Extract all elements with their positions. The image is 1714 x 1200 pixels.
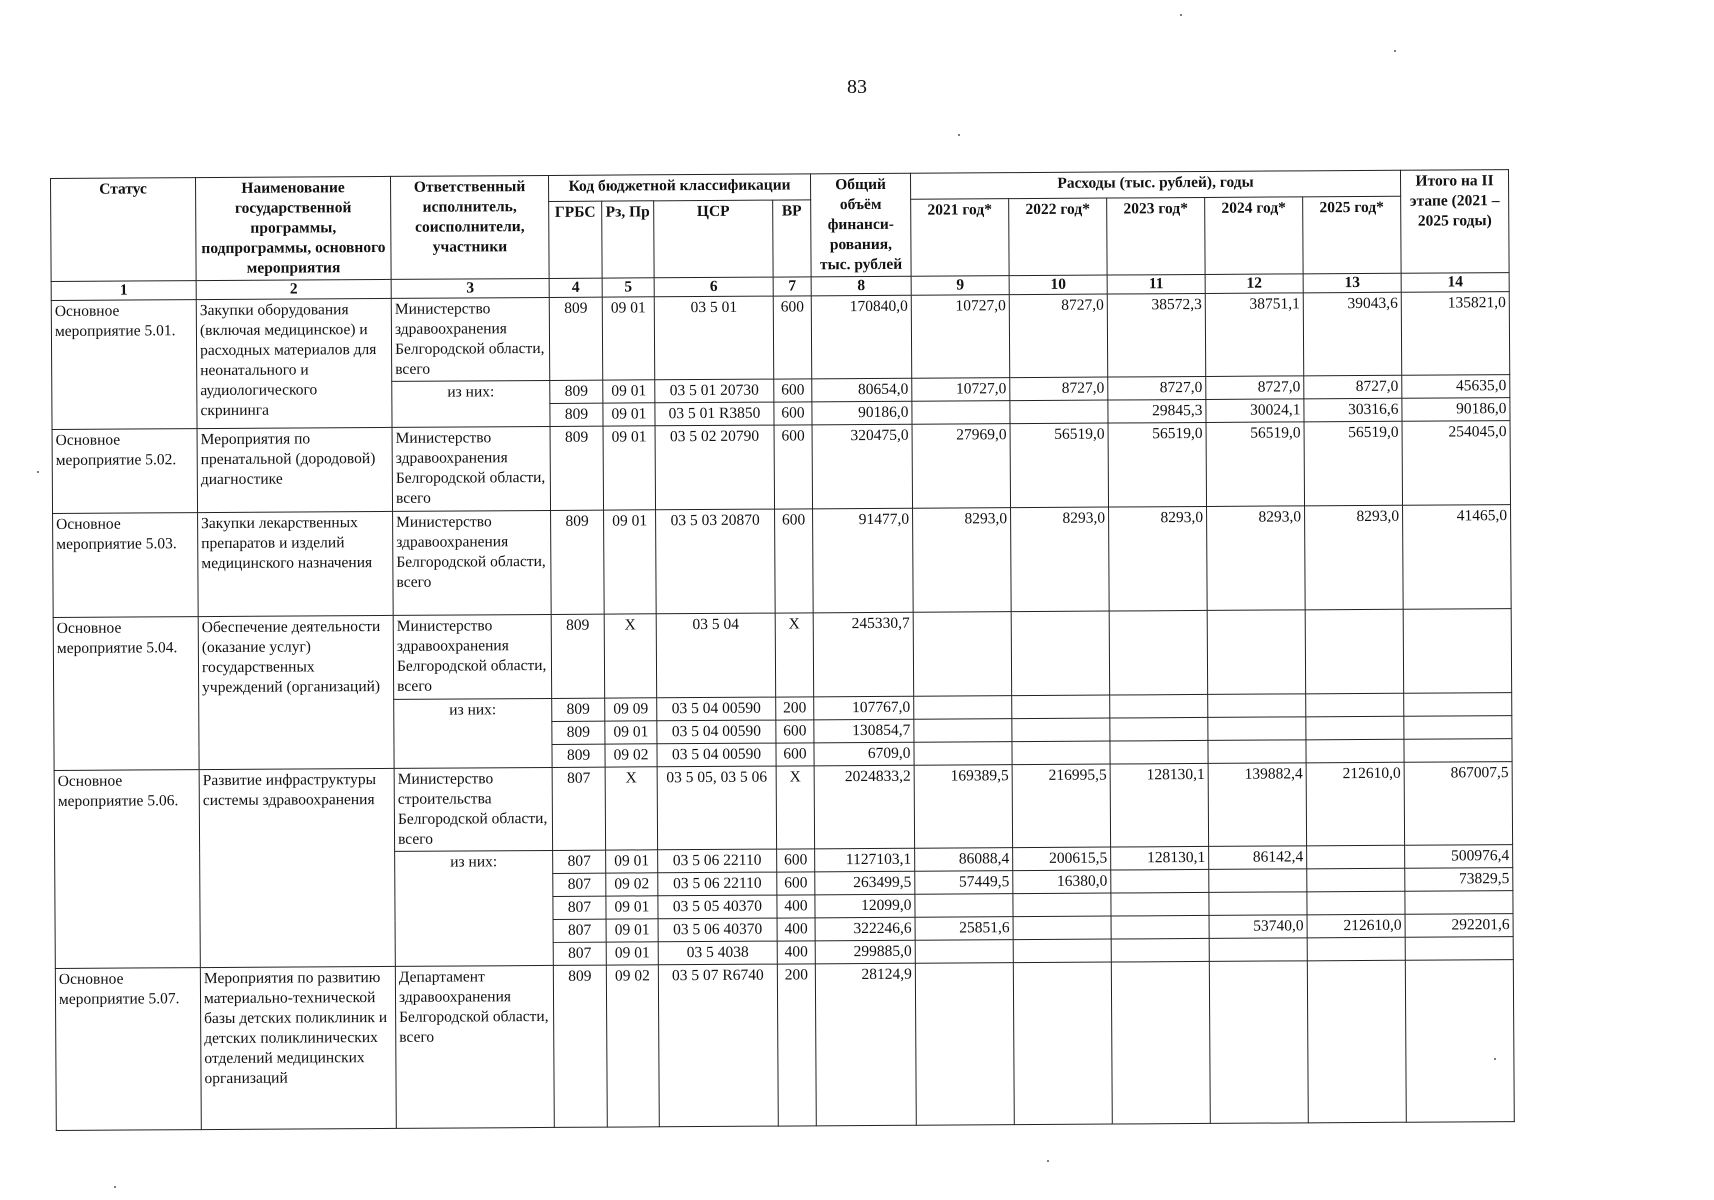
rz-pr-cell: 09 01 — [603, 403, 655, 426]
grbs-cell: 809 — [551, 614, 605, 698]
year-cell: 200615,5 — [1013, 847, 1111, 871]
year-cell: 57449,5 — [915, 871, 1013, 895]
vr-cell: 400 — [777, 941, 815, 964]
year-cell: 8293,0 — [1305, 505, 1404, 610]
itogo-cell: 135821,0 — [1401, 292, 1510, 376]
year-cell: 8727,0 — [1010, 377, 1108, 401]
header-name: Наименование государственной программы, подпрограммы, основного мероприятия — [196, 176, 392, 280]
itogo-cell — [1404, 739, 1512, 763]
itogo-cell: 45635,0 — [1402, 375, 1510, 399]
header-year-2023: 2023 год* — [1107, 197, 1205, 275]
grbs-cell: 807 — [552, 767, 606, 850]
year-cell — [1111, 961, 1210, 1124]
year-cell — [1012, 695, 1110, 719]
year-cell — [1013, 962, 1112, 1125]
year-cell: 8293,0 — [1207, 506, 1306, 611]
name-cell: Мероприятия по пренатальной (дородовой) диагностике — [197, 427, 393, 512]
vr-cell: 200 — [776, 697, 814, 720]
year-cell — [1307, 845, 1405, 869]
vr-cell: 600 — [776, 743, 814, 766]
itogo-cell: 90186,0 — [1402, 398, 1510, 422]
scan-speck — [1394, 50, 1396, 52]
year-cell — [914, 742, 1012, 766]
itogo-cell — [1404, 716, 1512, 740]
year-cell — [1209, 961, 1308, 1124]
year-cell: 53740,0 — [1209, 915, 1307, 939]
header-expenses: Расходы (тыс. рублей), годы — [910, 170, 1400, 199]
itogo-cell: 73829,5 — [1405, 868, 1513, 892]
year-cell: 56519,0 — [1304, 421, 1403, 506]
year-cell: 139882,4 — [1208, 763, 1307, 847]
year-cell — [912, 401, 1010, 425]
header-status: Статус — [51, 178, 197, 282]
year-cell — [1011, 611, 1110, 696]
csr-cell: 03 5 06 22110 — [658, 849, 777, 873]
year-cell: 8293,0 — [913, 508, 1012, 613]
year-cell: 29845,3 — [1108, 399, 1206, 423]
csr-cell: 03 5 04 00590 — [657, 720, 776, 744]
grbs-cell: 807 — [553, 919, 606, 942]
total-cell: 2024833,2 — [814, 765, 915, 849]
year-cell: 86142,4 — [1209, 846, 1307, 870]
executor-cell: Министерство строительства Белгородской области, всего — [394, 767, 553, 851]
itogo-cell — [1404, 693, 1512, 717]
year-cell: 39043,6 — [1303, 292, 1402, 376]
header-csr: ЦСР — [654, 200, 773, 278]
year-cell: 216995,5 — [1012, 764, 1111, 848]
total-cell: 320475,0 — [812, 424, 913, 509]
rz-pr-cell: 09 01 — [603, 426, 656, 510]
year-cell: 38751,1 — [1205, 293, 1304, 377]
year-cell: 16380,0 — [1013, 870, 1111, 894]
year-cell — [1109, 610, 1208, 695]
csr-cell: 03 5 06 40370 — [658, 918, 777, 942]
year-cell: 212610,0 — [1306, 762, 1405, 846]
year-cell — [1010, 400, 1108, 424]
year-cell: 8727,0 — [1009, 294, 1108, 378]
year-cell — [1111, 892, 1209, 916]
total-cell: 107767,0 — [814, 696, 914, 720]
csr-cell: 03 5 02 20790 — [655, 425, 775, 510]
header-total: Общий объём финанси-рования, тыс. рублей — [810, 173, 911, 277]
rz-pr-cell: 09 02 — [605, 744, 657, 767]
column-index: 13 — [1303, 273, 1401, 293]
year-cell — [913, 612, 1012, 697]
year-cell — [1013, 916, 1111, 940]
column-index: 5 — [602, 278, 654, 297]
grbs-cell: 809 — [552, 698, 605, 721]
table-row — [53, 609, 1511, 702]
scan-speck — [114, 1186, 116, 1188]
year-cell: 212610,0 — [1307, 914, 1405, 938]
vr-cell: 600 — [777, 872, 815, 895]
year-cell — [1306, 693, 1404, 717]
total-cell: 28124,9 — [815, 963, 916, 1126]
csr-cell: 03 5 01 R3850 — [655, 402, 774, 426]
total-cell: 322246,6 — [815, 917, 915, 941]
vr-cell: 600 — [774, 425, 813, 509]
year-cell — [915, 963, 1014, 1126]
column-index: 7 — [773, 277, 811, 296]
itogo-cell: 500976,4 — [1405, 845, 1513, 869]
column-index: 8 — [811, 276, 911, 296]
status-cell: Основное мероприятие 5.06. — [54, 770, 200, 969]
year-cell — [1207, 610, 1306, 695]
vr-cell: 600 — [774, 402, 812, 425]
year-cell — [1307, 937, 1405, 961]
year-cell: 56519,0 — [1206, 422, 1305, 507]
csr-cell: 03 5 04 00590 — [657, 697, 776, 721]
year-cell — [1110, 740, 1208, 764]
year-cell — [1013, 939, 1111, 963]
status-cell: Основное мероприятие 5.01. — [51, 300, 197, 430]
executor-cell: Министерство здравоохранения Белгородской области, всего — [392, 426, 551, 511]
scan-speck — [37, 471, 39, 473]
csr-cell: 03 5 06 22110 — [658, 872, 777, 896]
name-cell: Развитие инфраструктуры системы здравоохранения — [199, 768, 395, 967]
year-cell — [1209, 892, 1307, 916]
itogo-cell: 292201,6 — [1405, 914, 1513, 938]
page-number: 83 — [847, 76, 867, 98]
year-cell — [1306, 739, 1404, 763]
total-cell: 91477,0 — [813, 508, 914, 613]
year-cell: 8727,0 — [1304, 375, 1402, 399]
year-cell: 128130,1 — [1110, 763, 1209, 847]
vr-cell: 600 — [777, 849, 815, 872]
year-cell — [1110, 694, 1208, 718]
rz-pr-cell: 09 01 — [602, 297, 655, 380]
year-cell: 27969,0 — [912, 424, 1011, 509]
year-cell: 128130,1 — [1111, 846, 1209, 870]
year-cell — [1306, 716, 1404, 740]
header-year-2025: 2025 год* — [1303, 196, 1401, 274]
year-cell — [1307, 868, 1405, 892]
status-cell: Основное мероприятие 5.03. — [53, 513, 199, 618]
year-cell — [914, 696, 1012, 720]
total-cell: 130854,7 — [814, 719, 914, 743]
grbs-cell: 809 — [553, 965, 607, 1127]
vr-cell: 600 — [776, 720, 814, 743]
name-cell: Закупки лекарственных препаратов и изделий медицинского назначения — [198, 511, 394, 616]
table-row — [53, 505, 1512, 618]
year-cell: 38572,3 — [1107, 293, 1206, 377]
total-cell: 1127103,1 — [815, 848, 915, 872]
column-index: 1 — [51, 281, 196, 301]
scan-speck — [1180, 14, 1182, 16]
header-rz-pr: Рз, Пр — [602, 201, 654, 278]
itogo-cell: 254045,0 — [1402, 421, 1511, 506]
year-cell — [1013, 893, 1111, 917]
status-cell: Основное мероприятие 5.02. — [52, 429, 198, 514]
vr-cell: 600 — [774, 379, 812, 402]
year-cell — [914, 719, 1012, 743]
rz-pr-cell: 09 09 — [605, 698, 657, 721]
year-cell — [1209, 869, 1307, 893]
year-cell — [1307, 960, 1406, 1123]
year-cell — [1111, 938, 1209, 962]
rz-pr-cell: 09 01 — [606, 942, 658, 965]
table-row — [55, 960, 1514, 1131]
header-year-2024: 2024 год* — [1205, 197, 1303, 275]
year-cell: 30024,1 — [1206, 399, 1304, 423]
csr-cell: 03 5 01 20730 — [655, 379, 774, 403]
rz-pr-cell: 09 01 — [606, 896, 658, 919]
name-cell: Обеспечение деятельности (оказание услуг) государственных учреждений (организаций) — [198, 615, 394, 769]
total-cell: 12099,0 — [815, 894, 915, 918]
executor-cell: Министерство здравоохранения Белгородской области, всего — [393, 510, 552, 615]
itogo-cell — [1405, 937, 1513, 961]
csr-cell: 03 5 05, 03 5 06 — [657, 766, 777, 850]
column-index: 3 — [391, 278, 549, 298]
vr-cell: X — [775, 613, 814, 697]
column-index: 10 — [1009, 275, 1107, 295]
header-vr: ВР — [773, 200, 811, 277]
year-cell: 10727,0 — [911, 295, 1010, 379]
year-cell — [1209, 938, 1307, 962]
total-cell: 170840,0 — [811, 295, 912, 379]
year-cell: 30316,6 — [1304, 398, 1402, 422]
grbs-cell: 809 — [552, 721, 605, 744]
grbs-cell: 809 — [551, 510, 605, 614]
year-cell: 8293,0 — [1011, 507, 1110, 612]
budget-table — [50, 169, 1515, 1131]
vr-cell: X — [776, 766, 815, 849]
name-cell: Закупки оборудования (включая медицинское) и расходных материалов для неонатального и аудиологического скрининга — [196, 298, 392, 428]
column-index: 6 — [654, 277, 773, 297]
total-cell: 80654,0 — [812, 378, 912, 402]
status-cell: Основное мероприятие 5.04. — [53, 617, 199, 771]
name-cell: Мероприятия по развитию материально-технической базы детских поликлиник и детских поликлинических отделений медицинских организаций — [200, 966, 396, 1129]
header-budget-code: Код бюджетной классификации — [548, 174, 810, 202]
total-cell: 90186,0 — [812, 401, 912, 425]
itogo-cell — [1405, 960, 1514, 1123]
scan-speck — [1047, 1160, 1049, 1162]
executor-cell: Министерство здравоохранения Белгородской области, всего — [391, 297, 550, 381]
executor-cell: Министерство здравоохранения Белгородской области, всего — [393, 614, 552, 699]
grbs-cell: 807 — [553, 942, 606, 965]
rz-pr-cell: 09 02 — [606, 965, 659, 1127]
grbs-cell: 807 — [553, 896, 606, 919]
year-cell: 10727,0 — [912, 378, 1010, 402]
sub-label-cell: из них: — [395, 850, 554, 966]
year-cell — [1305, 609, 1404, 694]
year-cell — [1208, 694, 1306, 718]
year-cell: 56519,0 — [1108, 422, 1207, 507]
grbs-cell: 809 — [550, 426, 604, 510]
vr-cell: 400 — [777, 895, 815, 918]
itogo-cell — [1405, 891, 1513, 915]
rz-pr-cell: X — [604, 614, 657, 698]
vr-cell: 200 — [777, 964, 816, 1126]
year-cell — [915, 894, 1013, 918]
csr-cell: 03 5 05 40370 — [658, 895, 777, 919]
year-cell: 86088,4 — [915, 848, 1013, 872]
vr-cell: 600 — [773, 296, 812, 379]
header-executor: Ответственный исполнитель, соисполнители, участники — [390, 175, 549, 279]
status-cell: Основное мероприятие 5.07. — [55, 968, 201, 1131]
year-cell — [1307, 891, 1405, 915]
column-index: 12 — [1205, 274, 1303, 294]
csr-cell: 03 5 01 — [654, 296, 774, 380]
itogo-cell — [1403, 609, 1512, 694]
header-year-2022: 2022 год* — [1009, 198, 1107, 276]
year-cell: 25851,6 — [915, 917, 1013, 941]
rz-pr-cell: 09 01 — [603, 380, 655, 403]
year-cell: 8727,0 — [1206, 376, 1304, 400]
year-cell — [1208, 717, 1306, 741]
year-cell: 8727,0 — [1108, 376, 1206, 400]
rz-pr-cell: 09 01 — [605, 721, 657, 744]
total-cell: 245330,7 — [813, 612, 914, 697]
year-cell — [1208, 740, 1306, 764]
year-cell: 169389,5 — [914, 765, 1013, 849]
csr-cell: 03 5 04 00590 — [657, 743, 776, 767]
rz-pr-cell: X — [605, 767, 658, 850]
itogo-cell: 41465,0 — [1403, 505, 1512, 610]
csr-cell: 03 5 4038 — [658, 941, 777, 965]
vr-cell: 400 — [777, 918, 815, 941]
column-index: 9 — [911, 276, 1009, 296]
sub-label-cell: из них: — [394, 698, 552, 768]
year-cell — [1111, 915, 1209, 939]
rz-pr-cell: 09 01 — [604, 510, 657, 614]
vr-cell: 600 — [775, 509, 814, 613]
rz-pr-cell: 09 02 — [606, 873, 658, 896]
csr-cell: 03 5 03 20870 — [656, 509, 776, 614]
year-cell — [1111, 869, 1209, 893]
grbs-cell: 807 — [553, 850, 606, 873]
executor-cell: Департамент здравоохранения Белгородской области, всего — [395, 965, 554, 1128]
scan-speck — [1494, 1058, 1496, 1060]
csr-cell: 03 5 04 — [656, 613, 776, 698]
grbs-cell: 807 — [553, 873, 606, 896]
total-cell: 6709,0 — [814, 742, 914, 766]
total-cell: 299885,0 — [815, 940, 915, 964]
table-row — [51, 292, 1509, 384]
grbs-cell: 809 — [550, 403, 603, 426]
year-cell: 56519,0 — [1010, 423, 1109, 508]
year-cell — [1012, 741, 1110, 765]
year-cell — [1110, 717, 1208, 741]
header-itogo: Итого на II этапе (2021 – 2025 годы) — [1400, 170, 1509, 274]
rz-pr-cell: 09 01 — [606, 850, 658, 873]
sub-label-cell: из них: — [392, 380, 550, 427]
csr-cell: 03 5 07 R6740 — [658, 964, 778, 1127]
header-grbs: ГРБС — [549, 201, 602, 278]
rz-pr-cell: 09 01 — [606, 919, 658, 942]
table-row — [52, 421, 1510, 514]
year-cell — [1012, 718, 1110, 742]
year-cell — [915, 940, 1013, 964]
header-year-2021: 2021 год* — [911, 199, 1009, 277]
grbs-cell: 809 — [549, 297, 603, 380]
column-index: 14 — [1401, 273, 1509, 293]
itogo-cell: 867007,5 — [1404, 762, 1513, 846]
column-index: 2 — [196, 279, 391, 299]
total-cell: 263499,5 — [815, 871, 915, 895]
column-index: 11 — [1107, 274, 1205, 294]
table-row — [54, 762, 1512, 854]
scan-speck — [958, 134, 960, 136]
column-index: 4 — [549, 278, 602, 297]
year-cell: 8293,0 — [1109, 506, 1208, 611]
grbs-cell: 809 — [552, 744, 605, 767]
grbs-cell: 809 — [550, 380, 603, 403]
